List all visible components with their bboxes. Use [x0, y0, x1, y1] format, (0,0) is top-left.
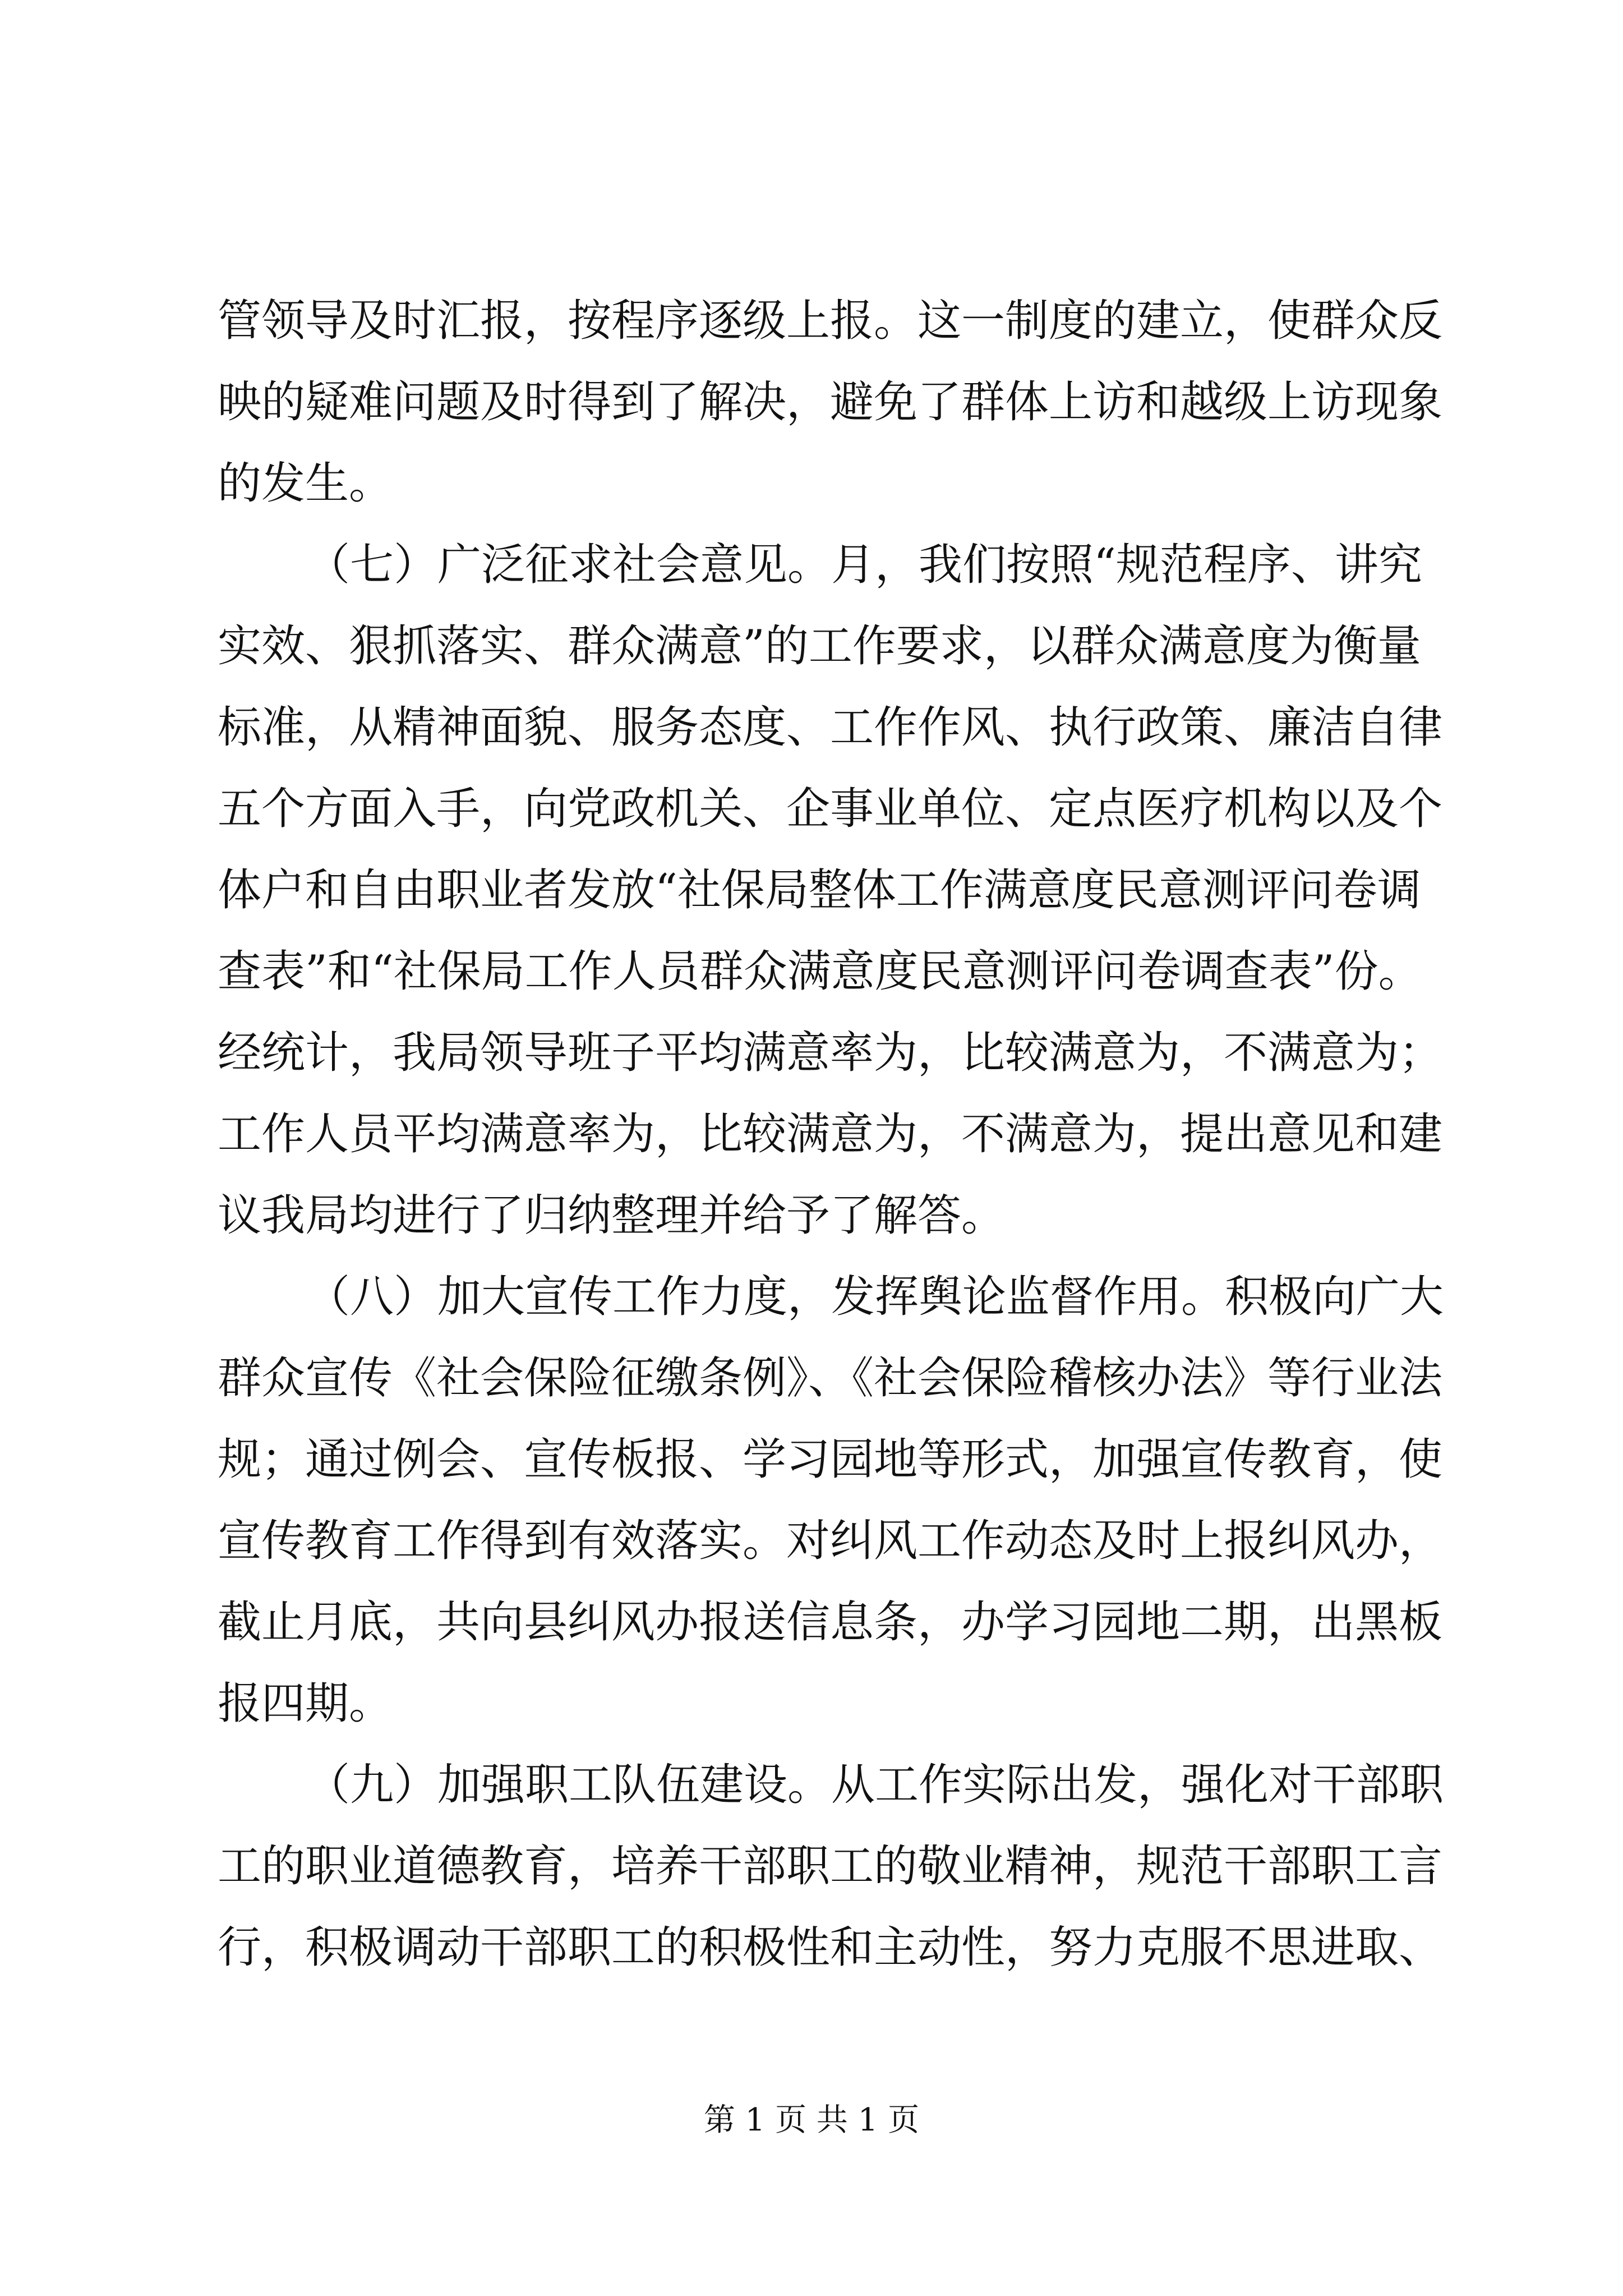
paragraph-first-line: （七）广泛征求社会意见。月，我们按照“规范程序、讲究: [306, 540, 1422, 590]
text-line: 经统计，我局领导班子平均满意率为，比较满意为，不满意为；: [218, 1028, 1443, 1078]
page-number-label: 第 1 页 共 1 页: [703, 2102, 920, 2138]
text-line: 查表”和“社保局工作人员群众满意度民意测评问卷调查表”份。: [218, 946, 1422, 997]
text-line: 工作人员平均满意率为，比较满意为，不满意为，提出意见和建: [218, 1109, 1443, 1159]
text-line: 实效、狠抓落实、群众满意”的工作要求，以群众满意度为衡量: [218, 621, 1421, 671]
paragraph-first-line: （八）加大宣传工作力度，发挥舆论监督作用。积极向广大: [306, 1272, 1444, 1322]
text-line: 议我局均进行了归纳整理并给予了解答。: [218, 1190, 1006, 1241]
text-line: 规；通过例会、宣传板报、学习园地等形式，加强宣传教育，使: [218, 1434, 1443, 1485]
document-body: [218, 280, 1444, 1989]
text-line: 的发生。: [218, 458, 393, 509]
text-line: 宣传教育工作得到有效落实。对纠风工作动态及时上报纠风办，: [218, 1516, 1443, 1566]
text-line: 报四期。: [218, 1678, 393, 1729]
text-line: 行，积极调动干部职工的积极性和主动性，努力克服不思进取、: [218, 1922, 1443, 1973]
paragraph-first-line: （九）加强职工队伍建设。从工作实际出发，强化对干部职: [306, 1760, 1444, 1810]
text-line: 标准，从精神面貌、服务态度、工作作风、执行政策、廉洁自律: [218, 702, 1443, 753]
text-line: 群众宣传《社会保险征缴条例》、《社会保险稽核办法》等行业法: [218, 1353, 1443, 1404]
text-line: 工的职业道德教育，培养干部职工的敬业精神，规范干部职工言: [218, 1841, 1443, 1892]
text-line: 截止月底，共向县纠风办报送信息条，办学习园地二期，出黑板: [218, 1597, 1443, 1648]
text-line: 映的疑难问题及时得到了解决，避免了群体上访和越级上访现象: [218, 377, 1443, 427]
text-line: 体户和自由职业者发放“社保局整体工作满意度民意测评问卷调: [218, 865, 1421, 915]
page-footer: [0, 2101, 1623, 2140]
text-line: 五个方面入手，向党政机关、企事业单位、定点医疗机构以及个: [218, 784, 1443, 834]
text-line: 管领导及时汇报，按程序逐级上报。这一制度的建立，使群众反: [218, 296, 1443, 346]
